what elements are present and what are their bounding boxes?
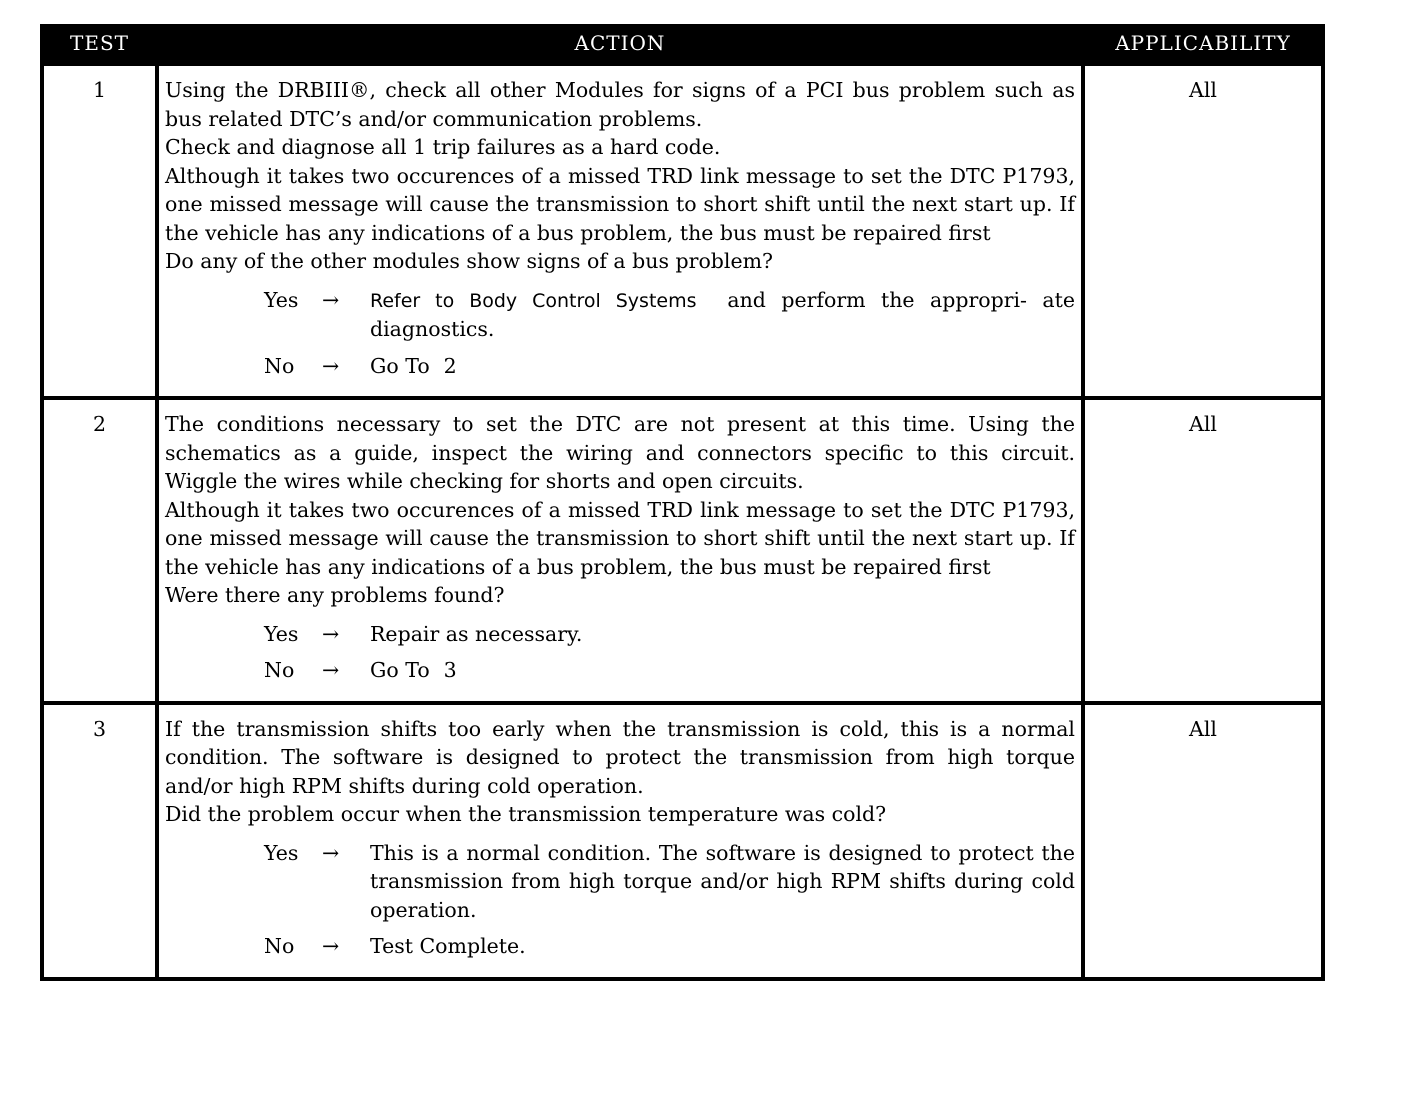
header-test: TEST: [42, 24, 157, 64]
yes-answer: [165, 620, 1075, 649]
answers: [165, 620, 1075, 685]
yes-label: Yes: [264, 840, 299, 865]
table-row: [42, 398, 1323, 703]
action-line: Although it takes two occurences of a missed TRD link message to set the DTC P1793, one missed message will cause the transmission to short shift until the next start up. If the vehicle has any indications of a bus problem, the bus must be repaired first: [165, 497, 1075, 579]
goto-target-link[interactable]: 2: [443, 353, 457, 378]
table-row: [42, 703, 1323, 979]
goto-text: Go To: [370, 658, 430, 682]
answers: [165, 286, 1075, 381]
yes-answer: [165, 286, 1075, 344]
right-arrow-icon: →: [322, 621, 340, 646]
right-arrow-icon: →: [322, 287, 340, 312]
no-answer: [165, 352, 1075, 381]
action-cell: [157, 398, 1083, 703]
table-row: [42, 64, 1323, 398]
applicability-value: All: [1083, 398, 1323, 703]
no-text: [370, 656, 1075, 685]
goto-target-link[interactable]: 3: [443, 658, 457, 682]
yes-text: [370, 286, 1075, 344]
header-action: ACTION: [157, 24, 1083, 64]
yes-text-body: and perform the appropri- ate diagnostics.: [370, 287, 1076, 341]
reference-link[interactable]: Refer to Body Control Systems: [370, 289, 697, 312]
yes-label: Yes: [264, 287, 299, 312]
right-arrow-icon: →: [322, 840, 340, 865]
action-line: Do any of the other modules show signs of a bus problem?: [165, 249, 774, 273]
no-answer: [165, 932, 1075, 961]
no-text: [370, 352, 1075, 381]
no-answer: [165, 656, 1075, 685]
action-cell: [157, 703, 1083, 979]
table-header: [42, 24, 1323, 64]
yes-label: Yes: [264, 621, 299, 646]
test-number: 3: [42, 703, 157, 979]
header-applicability: APPLICABILITY: [1083, 24, 1323, 64]
right-arrow-icon: →: [322, 934, 340, 958]
action-cell: [157, 64, 1083, 398]
header-row: [42, 24, 1323, 64]
action-line: Were there any problems found?: [165, 583, 505, 607]
action-line: Did the problem occur when the transmission temperature was cold?: [165, 802, 887, 826]
no-label: No: [264, 934, 295, 958]
yes-answer: [165, 839, 1075, 925]
action-line: Using the DRBIII®, check all other Modules for signs of a PCI bus problem such as bus related DTC’s and/or communication problems.: [165, 78, 1075, 131]
test-number: 1: [42, 64, 157, 398]
yes-text: This is a normal condition. The software is designed to protect the transmission from high torque and/or high RPM shifts during cold operation.: [370, 840, 1075, 922]
answers: [165, 839, 1075, 961]
no-text: Test Complete.: [370, 934, 526, 958]
yes-text: Repair as necessary.: [370, 621, 583, 646]
no-label: No: [264, 658, 295, 682]
action-line: The conditions necessary to set the DTC are not present at this time. Using the schematics as a guide, inspect the wiring and connectors specific to this circuit. Wiggle the wires while checking for shorts and open circuits.: [165, 412, 1075, 493]
diagnostic-table: [40, 24, 1325, 981]
applicability-value: All: [1083, 64, 1323, 398]
right-arrow-icon: →: [322, 658, 340, 682]
goto-text: Go To: [370, 353, 430, 378]
action-line: Check and diagnose all 1 trip failures as a hard code.: [165, 135, 721, 159]
test-number: 2: [42, 398, 157, 703]
action-line: Although it takes two occurences of a missed TRD link message to set the DTC P1793, one missed message will cause the transmission to short shift until the next start up. If the vehicle has any indications of a bus problem, the bus must be repaired first: [165, 163, 1075, 245]
applicability-value: All: [1083, 703, 1323, 979]
right-arrow-icon: →: [322, 353, 340, 378]
action-line: If the transmission shifts too early when the transmission is cold, this is a normal condition. The software is designed to protect the transmission from high torque and/or high RPM shifts during cold operation.: [165, 716, 1075, 798]
no-label: No: [264, 353, 295, 378]
